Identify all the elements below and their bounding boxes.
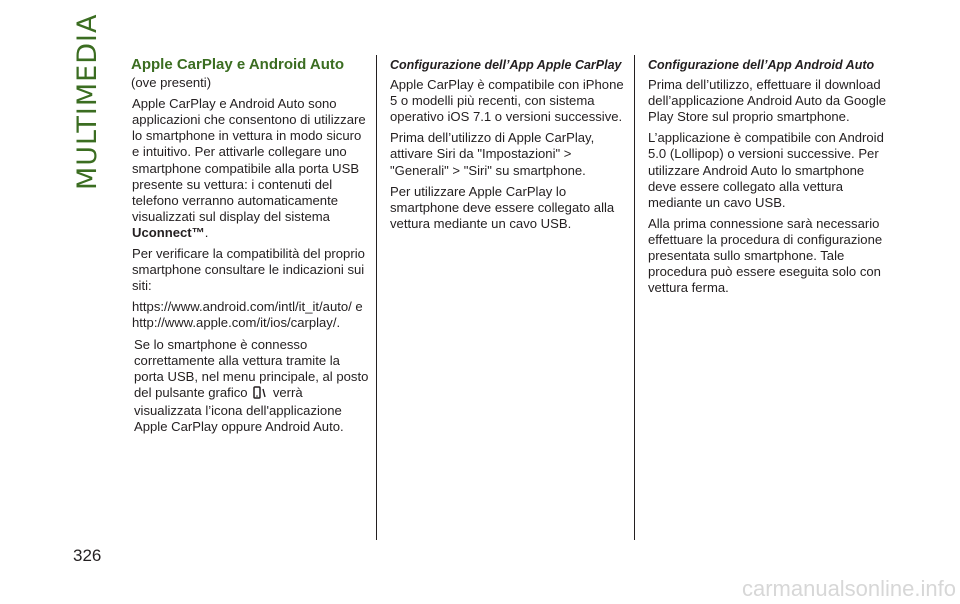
paragraph-compat: Per verificare la compatibilità del proprio smartphone consultare le indicazioni sui siti: xyxy=(132,246,365,294)
watermark-link[interactable]: carmanualsonline.info xyxy=(741,576,956,601)
paragraph-android-download: Prima dell’utilizzo, effettuare il download dell’applicazione Android Auto da Google Play Store sul proprio smartphone. xyxy=(648,77,887,125)
column-3 xyxy=(648,57,888,301)
paragraph-connection: Se lo smartphone è connesso correttamente alla vettura tramite la porta USB, nel menu principale, al posto del pulsante grafico verrà visualizzata l’icona dell'applicazione Apple CarPlay oppure Android Auto. xyxy=(134,336,369,434)
paragraph-android-setup: Alla prima connessione sarà necessario effettuare la procedura di configurazione presentata sullo smartphone. Tale procedura può essere eseguita solo con vettura ferma. xyxy=(648,215,883,296)
column-1 xyxy=(131,57,369,440)
availability-note: (ove presenti) xyxy=(131,75,212,91)
uconnect-brand: Uconnect™ xyxy=(132,224,205,240)
paragraph-carplay-usb: Per utilizzare Apple CarPlay lo smartphone deve essere collegato alla vettura mediante un cavo USB. xyxy=(390,183,615,231)
column-divider xyxy=(376,55,377,540)
phone-projection-icon xyxy=(253,386,267,403)
paragraph-intro: Apple CarPlay e Android Auto sono applicazioni che consentono di utilizzare lo smartphone in vettura in modo sicuro e intuitivo. Per attivarle collegare uno smartphone compatibile alla porta USB presente su vettura: i contenuti del telefono verranno automaticamente visualizzati sul display del sistema Uconnect™. xyxy=(132,96,366,240)
section-title: MULTIMEDIA xyxy=(72,13,103,190)
carplay-config-heading: Configurazione dell’App Apple CarPlay xyxy=(390,58,622,72)
paragraph-android-compat: L’applicazione è compatibile con Android 5.0 (Lollipop) o versioni successive. Per utilizzare Android Auto lo smartphone deve essere collegato alla vettura mediante un cavo USB. xyxy=(648,130,884,210)
section-heading: Apple CarPlay e Android Auto xyxy=(131,56,345,73)
column-divider xyxy=(634,55,635,540)
page-number: 326 xyxy=(73,546,102,565)
paragraph-siri: Prima dell’utilizzo di Apple CarPlay, attivare Siri da "Impostazioni" > "Generali" > "Siri" su smartphone. xyxy=(390,130,595,178)
paragraph-links: https://www.android.com/intl/it_it/auto/ e http://www.apple.com/it/ios/carplay/. xyxy=(132,299,363,331)
column-2 xyxy=(390,57,626,237)
paragraph-carplay-compat: Apple CarPlay è compatibile con iPhone 5 o modelli più recenti, con sistema operativo iOS 7.1 o versioni successive. xyxy=(390,77,624,125)
android-config-heading: Configurazione dell’App Android Auto xyxy=(648,58,875,72)
